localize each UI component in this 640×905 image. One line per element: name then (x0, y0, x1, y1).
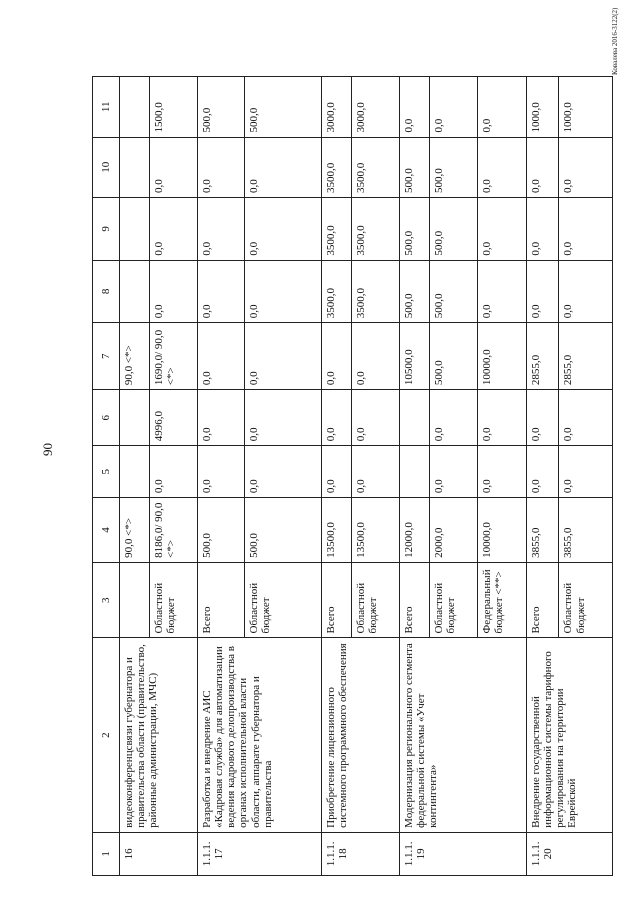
value-cell: 10500,0 (400, 323, 430, 390)
value-cell (400, 390, 430, 446)
item-description: Приобретение лицензионного системного программного обеспечения (321, 638, 399, 832)
funding-source (120, 562, 150, 638)
table-row (400, 77, 430, 876)
value-cell: 500,0 (429, 137, 478, 197)
value-cell: 0,0 (526, 390, 559, 446)
value-cell: 1000,0 (559, 77, 613, 138)
funding-source: Всего (526, 562, 559, 638)
value-cell: 0,0 (198, 137, 245, 197)
value-cell (120, 446, 150, 498)
program-table (92, 76, 613, 876)
table-row (120, 77, 150, 876)
value-cell: 0,0 (478, 260, 527, 323)
value-cell: 3500,0 (351, 260, 400, 323)
value-cell: 12000,0 (400, 498, 430, 563)
value-cell: 0,0 (526, 260, 559, 323)
item-description: видеоконференцсвязи губернатора и правительства области (правительство, районные администрации, МЧС) (120, 638, 198, 832)
funding-source: Федеральный бюджет <**> (478, 562, 527, 638)
value-cell: 8186,0/ 90,0 <*> (149, 498, 198, 563)
value-cell: 1000,0 (526, 77, 559, 138)
value-cell: 0,0 (149, 446, 198, 498)
value-cell: 0,0 (321, 446, 351, 498)
item-description: Модернизация регионального сегмента федеральной системы «Учет контингента» (400, 638, 527, 832)
value-cell: 0,0 (400, 77, 430, 138)
header-cell: 10 (93, 137, 120, 197)
value-cell: 500,0 (429, 260, 478, 323)
value-cell: 0,0 (245, 198, 322, 261)
value-cell: 0,0 (245, 323, 322, 390)
value-cell: 500,0 (245, 77, 322, 138)
value-cell: 3000,0 (321, 77, 351, 138)
value-cell: 2855,0 (526, 323, 559, 390)
value-cell: 0,0 (526, 198, 559, 261)
value-cell: 3500,0 (351, 137, 400, 197)
value-cell: 3500,0 (321, 260, 351, 323)
value-cell: 0,0 (478, 137, 527, 197)
value-cell: 0,0 (429, 446, 478, 498)
funding-source: Областной бюджет (245, 562, 322, 638)
item-number: 1.1.1. 19 (400, 832, 527, 875)
item-number: 1.1.1. 17 (198, 832, 322, 875)
value-cell: 0,0 (149, 198, 198, 261)
value-cell: 0,0 (478, 77, 527, 138)
header-cell: 8 (93, 260, 120, 323)
value-cell: 3500,0 (321, 137, 351, 197)
value-cell (400, 446, 430, 498)
header-cell: 4 (93, 498, 120, 563)
value-cell: 0,0 (198, 260, 245, 323)
value-cell: 1500,0 (149, 77, 198, 138)
value-cell: 500,0 (400, 198, 430, 261)
value-cell: 90,0 <*> (120, 498, 150, 563)
value-cell: 0,0 (351, 446, 400, 498)
value-cell: 10000,0 (478, 323, 527, 390)
value-cell: 500,0 (198, 498, 245, 563)
item-description: Внедрение государственной информационной системы тарифного регулирования на территории Еврейской (526, 638, 612, 832)
value-cell: 10000,0 (478, 498, 527, 563)
value-cell: 0,0 (245, 137, 322, 197)
value-cell: 0,0 (351, 323, 400, 390)
value-cell: 3000,0 (351, 77, 400, 138)
funding-source: Областной бюджет (559, 562, 613, 638)
value-cell: 0,0 (149, 137, 198, 197)
value-cell: 0,0 (429, 390, 478, 446)
value-cell: 0,0 (478, 198, 527, 261)
value-cell: 13500,0 (351, 498, 400, 563)
header-row (93, 77, 120, 876)
value-cell: 3855,0 (526, 498, 559, 563)
value-cell: 0,0 (351, 390, 400, 446)
table-row (526, 77, 559, 876)
value-cell: 0,0 (321, 323, 351, 390)
value-cell (120, 77, 150, 138)
header-cell: 6 (93, 390, 120, 446)
value-cell: 0,0 (321, 390, 351, 446)
value-cell: 500,0 (400, 260, 430, 323)
header-cell: 9 (93, 198, 120, 261)
table-row (198, 77, 245, 876)
value-cell: 0,0 (478, 390, 527, 446)
value-cell: 0,0 (559, 390, 613, 446)
value-cell: 0,0 (245, 446, 322, 498)
funding-source: Областной бюджет (149, 562, 198, 638)
item-description: Разработка и внедрение АИС «Кадровая служба» для автоматизации ведения кадрового делопроизводства в органах исполнительной власти области, аппарате губернатора и правительства (198, 638, 322, 832)
value-cell: 0,0 (559, 137, 613, 197)
value-cell: 1690,0/ 90,0 <*> (149, 323, 198, 390)
value-cell: 0,0 (559, 446, 613, 498)
value-cell: 500,0 (429, 198, 478, 261)
value-cell: 0,0 (429, 77, 478, 138)
header-cell: 7 (93, 323, 120, 390)
value-cell: 3855,0 (559, 498, 613, 563)
header-cell: 3 (93, 562, 120, 638)
header-cell: 2 (93, 638, 120, 832)
value-cell: 3500,0 (351, 198, 400, 261)
header-cell: 11 (93, 77, 120, 138)
header-cell: 1 (93, 832, 120, 875)
value-cell: 0,0 (559, 198, 613, 261)
value-cell: 500,0 (198, 77, 245, 138)
value-cell: 0,0 (526, 446, 559, 498)
value-cell: 0,0 (198, 446, 245, 498)
value-cell: 0,0 (526, 137, 559, 197)
value-cell (120, 198, 150, 261)
value-cell: 0,0 (245, 390, 322, 446)
value-cell: 0,0 (478, 446, 527, 498)
value-cell: 90,0 <*> (120, 323, 150, 390)
funding-source: Всего (198, 562, 245, 638)
item-number: 1.1.1. 20 (526, 832, 612, 875)
funding-source: Областной бюджет (351, 562, 400, 638)
value-cell: 2855,0 (559, 323, 613, 390)
value-cell: 4996,0 (149, 390, 198, 446)
value-cell (120, 137, 150, 197)
page-number: 90 (40, 443, 55, 456)
value-cell: 500,0 (429, 323, 478, 390)
value-cell (120, 390, 150, 446)
document-code: Ковалева 2016-3122(2) (611, 7, 619, 75)
header-cell: 5 (93, 446, 120, 498)
funding-source: Всего (321, 562, 351, 638)
value-cell: 0,0 (559, 260, 613, 323)
value-cell: 500,0 (245, 498, 322, 563)
table-row (321, 77, 351, 876)
item-number: 1.1.1. 18 (321, 832, 399, 875)
value-cell: 3500,0 (321, 198, 351, 261)
program-table-container (92, 76, 613, 876)
value-cell: 0,0 (198, 198, 245, 261)
value-cell: 2000,0 (429, 498, 478, 563)
value-cell (120, 260, 150, 323)
funding-source: Областной бюджет (429, 562, 478, 638)
value-cell: 0,0 (198, 390, 245, 446)
value-cell: 500,0 (400, 137, 430, 197)
funding-source: Всего (400, 562, 430, 638)
value-cell: 0,0 (149, 260, 198, 323)
value-cell: 0,0 (198, 323, 245, 390)
item-number: 16 (120, 832, 198, 875)
value-cell: 13500,0 (321, 498, 351, 563)
value-cell: 0,0 (245, 260, 322, 323)
